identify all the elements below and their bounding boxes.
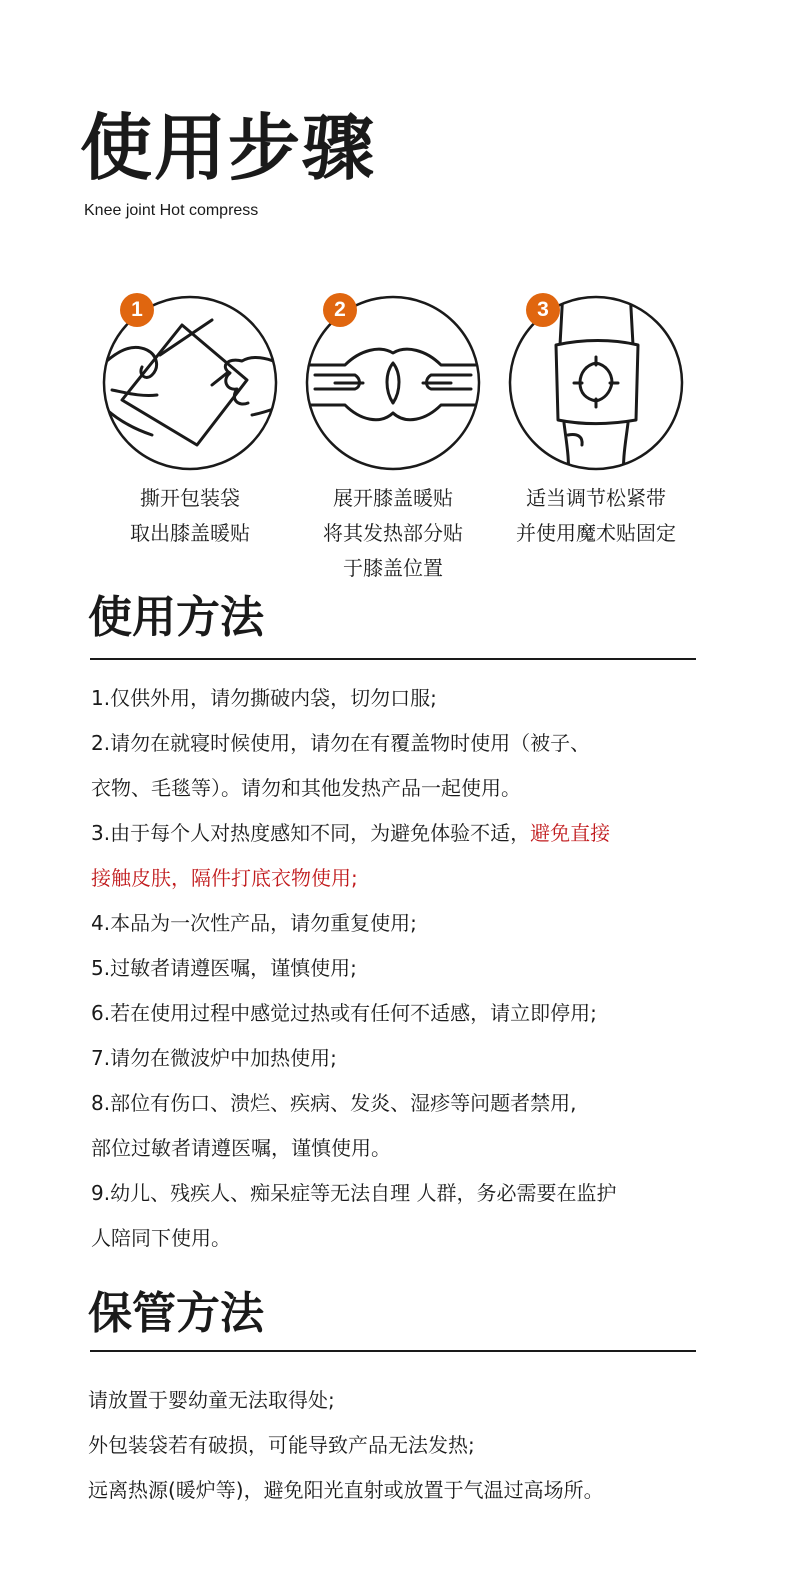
page-subtitle: Knee joint Hot compress — [84, 202, 259, 219]
usage-line: 6.若在使用过程中感觉过热或有任何不适感，请立即停用; — [91, 1001, 597, 1025]
usage-line: 人陪同下使用。 — [91, 1226, 231, 1250]
step-text-line: 于膝盖位置 — [343, 556, 443, 580]
warning-text: 接触皮肤，隔件打底衣物使用; — [91, 866, 358, 890]
usage-line — [91, 856, 731, 901]
usage-line: 2.请勿在就寝时候使用，请勿在有覆盖物时使用（被子、 — [91, 731, 591, 755]
step-text-line: 并使用魔术贴固定 — [516, 521, 676, 545]
usage-line: 9.幼儿、残疾人、痴呆症等无法自理 人群，务必需要在监护 — [91, 1181, 617, 1205]
step-2 — [288, 295, 498, 586]
usage-line: 4.本品为一次性产品，请勿重复使用; — [91, 911, 417, 935]
page-title: 使用步骤 — [80, 106, 377, 190]
usage-line: 3.由于每个人对热度感知不同，为避免体验不适，避免直接 — [91, 821, 611, 845]
usage-divider — [90, 658, 696, 660]
step-text-line: 适当调节松紧带 — [526, 486, 666, 510]
step-number-badge: 2 — [323, 293, 357, 327]
step-number-badge: 3 — [526, 293, 560, 327]
step-text-line: 将其发热部分贴 — [323, 521, 463, 545]
usage-line: 部位过敏者请遵医嘱，谨慎使用。 — [91, 1136, 391, 1160]
step-text-line: 撕开包装袋 — [140, 486, 240, 510]
usage-line: 1.仅供外用，请勿撕破内袋，切勿口服; — [91, 686, 437, 710]
warning-text: 避免直接 — [530, 821, 611, 845]
storage-divider — [90, 1350, 696, 1352]
usage-line: 5.过敏者请遵医嘱，谨慎使用; — [91, 956, 357, 980]
step-text-line: 展开膝盖暖贴 — [333, 486, 453, 510]
usage-line: 8.部位有伤口、溃烂、疾病、发炎、湿疹等问题者禁用, — [91, 1091, 577, 1115]
step-1 — [85, 295, 295, 551]
step-3 — [491, 295, 701, 551]
step-text-line: 取出膝盖暖贴 — [130, 521, 250, 545]
storage-heading: 保管方法 — [88, 1288, 264, 1339]
usage-list — [91, 676, 731, 1261]
storage-line: 远离热源(暖炉等)，避免阳光直射或放置于气温过高场所。 — [88, 1478, 604, 1502]
usage-heading: 使用方法 — [88, 592, 264, 643]
storage-list — [88, 1378, 604, 1513]
step-number-badge: 1 — [120, 293, 154, 327]
usage-line: 衣物、毛毯等）。请勿和其他发热产品一起使用。 — [91, 776, 521, 800]
storage-line: 请放置于婴幼童无法取得处; — [88, 1388, 335, 1412]
storage-line: 外包装袋若有破损，可能导致产品无法发热; — [88, 1433, 475, 1457]
usage-line: 7.请勿在微波炉中加热使用; — [91, 1046, 337, 1070]
